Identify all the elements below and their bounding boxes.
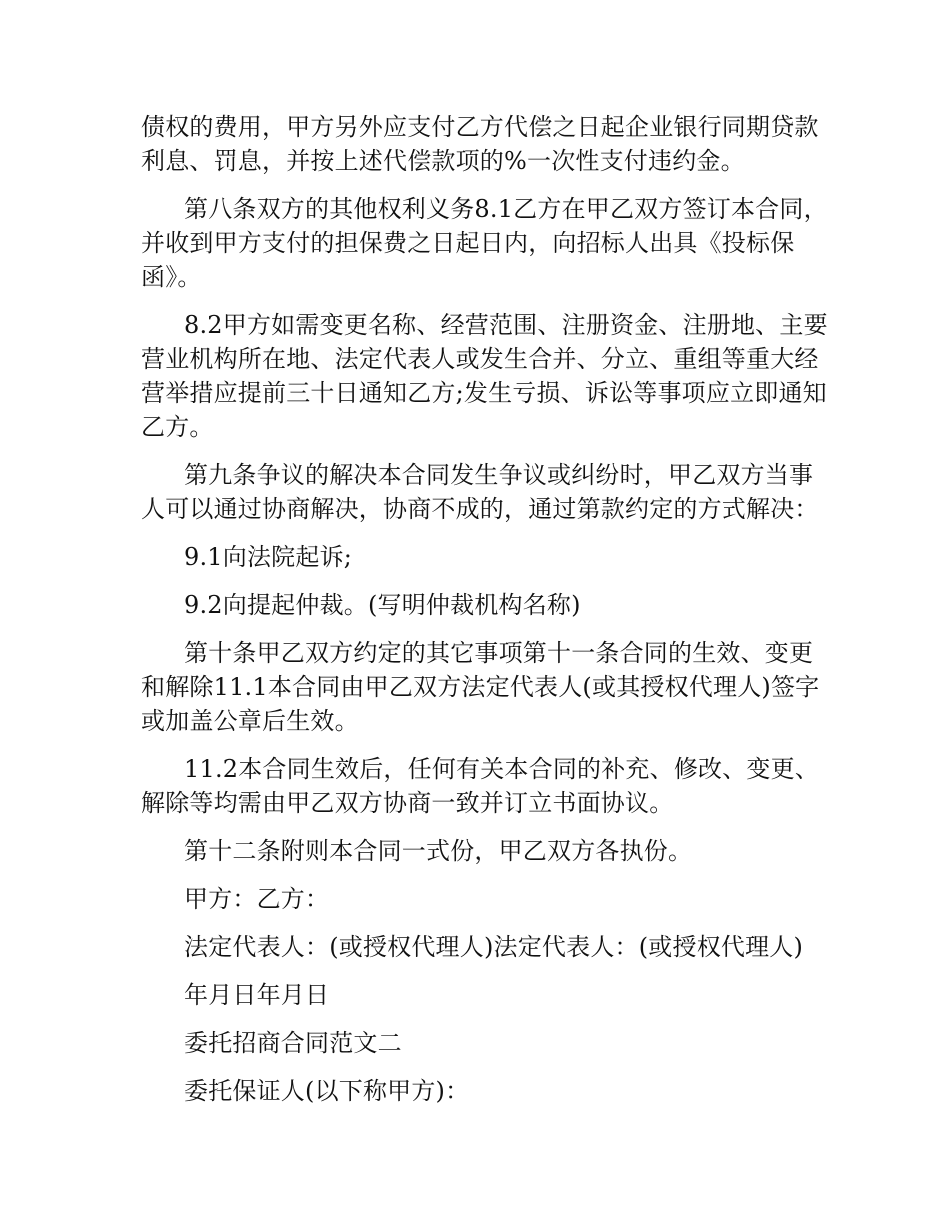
paragraph-8-2: 8.2甲方如需变更名称、经营范围、注册资金、注册地、主要营业机构所在地、法定代表人或发生合并、分立、重组等重大经营举措应提前三十日通知乙方;发生亏损、诉讼等事项应立即通知乙方。 [141, 311, 828, 441]
paragraph-article-10-11: 第十条甲乙双方约定的其它事项第十一条合同的生效、变更和解除11.1本合同由甲乙双方法定代表人(或其授权代理人)签字或加盖公章后生效。 [141, 639, 820, 735]
paragraph-dates: 年月日年月日 [184, 981, 330, 1009]
paragraph-article-12: 第十二条附则本合同一式份，甲乙双方各执份。 [184, 837, 693, 865]
paragraph-guarantor: 委托保证人(以下称甲方)： [184, 1077, 470, 1105]
paragraph-template-title: 委托招商合同范文二 [184, 1029, 402, 1057]
paragraph-9-1: 9.1向法院起诉; [184, 543, 353, 571]
paragraph-9-2: 9.2向提起仲裁。(写明仲裁机构名称) [184, 591, 581, 619]
paragraph-article-9: 第九条争议的解决本合同发生争议或纠纷时，甲乙双方当事人可以通过协商解决，协商不成的，通过第款约定的方式解决： [141, 461, 819, 523]
paragraph-article-8: 第八条双方的其他权利义务8.1乙方在甲乙双方签订本合同，并收到甲方支付的担保费之日起日内，向招标人出具《投标保函》。 [141, 195, 828, 291]
document-body [141, 110, 831, 1122]
paragraph-legal-representatives: 法定代表人：(或授权代理人)法定代表人：(或授权代理人) [184, 933, 804, 961]
paragraph-parties: 甲方：乙方： [184, 885, 330, 913]
paragraph-11-2: 11.2本合同生效后，任何有关本合同的补充、修改、变更、解除等均需由甲乙双方协商一致并订立书面协议。 [141, 755, 820, 817]
paragraph-continuation: 债权的费用，甲方另外应支付乙方代偿之日起企业银行同期贷款利息、罚息，并按上述代偿款项的%一次性支付违约金。 [141, 113, 819, 175]
